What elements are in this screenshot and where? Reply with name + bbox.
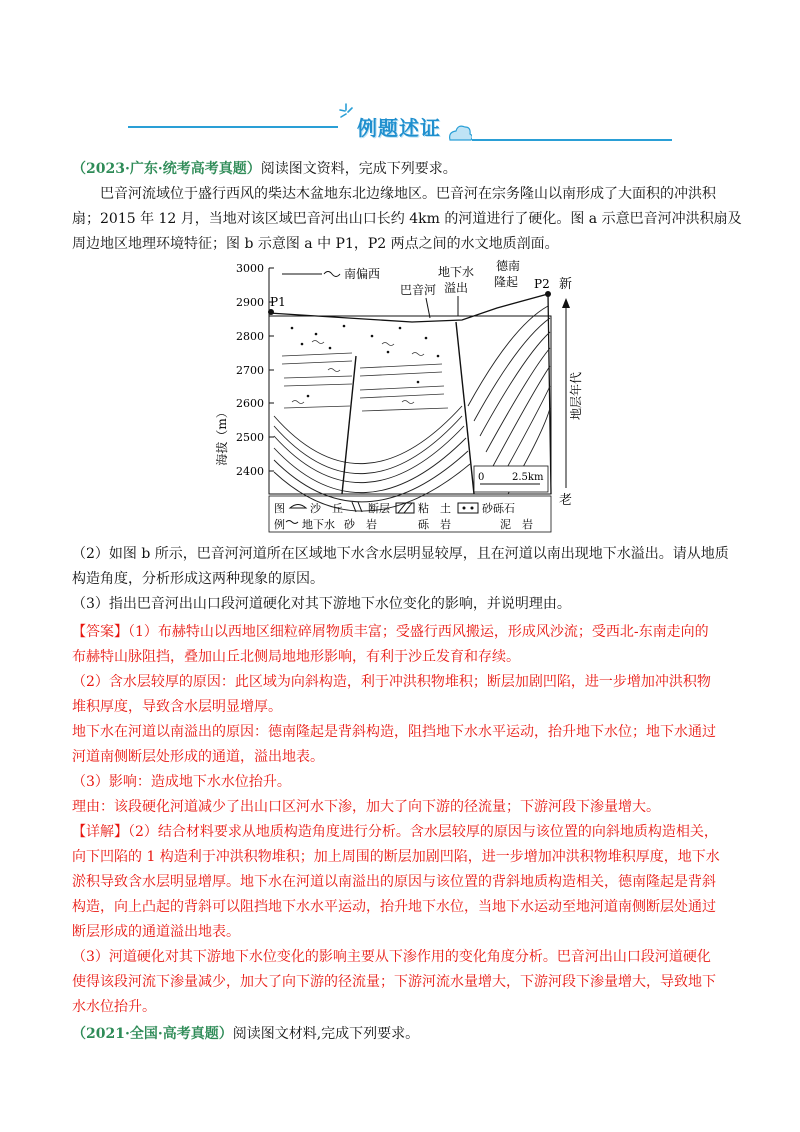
label-age: 地层年代 — [569, 371, 583, 421]
paragraph-line: 周边地区地理环境特征；图 b 示意图 a 中 P1，P2 两点之间的水文地质剖面。 — [72, 236, 559, 252]
y-tick: 2700 — [236, 364, 264, 377]
question-source: （2023·广东·统考高考真题） — [72, 161, 261, 177]
question-intro-line — [72, 157, 457, 181]
next-question-line — [72, 1022, 419, 1046]
paragraph-line: 扇；2015 年 12 月，当地对该区域巴音河出山口长约 4km 的河道进行了硬化。图 a 示意巴音河冲洪积扇及 — [72, 211, 742, 227]
detail-line: 使得该段河流下渗量减少，加大了向下游的径流量；下游河流水量增大，下游河段下渗量增大，导致地下 — [72, 974, 716, 990]
answer-line: 堆积厚度，导致含水层明显增厚。 — [72, 699, 282, 715]
label-bayinhe: 巴音河 — [400, 283, 437, 297]
geologic-cross-section — [212, 256, 600, 536]
question-intro: 阅读图文资料，完成下列要求。 — [260, 161, 457, 177]
header-title: 例题述证 — [357, 116, 441, 140]
next-question-source: （2021·全国·高考真题） — [72, 1026, 233, 1042]
legend-sandstone: 砂 岩 — [344, 518, 377, 531]
scale-zero: 0 — [478, 472, 485, 483]
label-nanpianxi: 南偏西 — [344, 267, 381, 281]
legend-fault: 断层 — [368, 502, 390, 515]
detail-line: 构造，向上凸起的背斜可以阻挡地下水水平运动，抬升地下水位，当地下水运动至地河道南侧断层处通过 — [72, 899, 716, 915]
y-axis-label: 海拔（m） — [215, 406, 229, 466]
detail-line: 断层形成的通道溢出地表。 — [72, 924, 240, 940]
header-line-right — [472, 139, 672, 141]
legend-clay: 粘 土 — [418, 502, 451, 515]
detail-line: 水水位抬升。 — [72, 999, 156, 1015]
sparkle-icon — [340, 104, 352, 117]
legend-mudstone: 泥 岩 — [500, 518, 533, 531]
detail-line — [72, 820, 718, 844]
y-tick: 2900 — [236, 296, 264, 309]
answer-line: （3）影响：造成地下水水位抬升。 — [72, 774, 291, 790]
answer-text: （1）布赫特山以西地区细粒碎屑物质丰富；受盛行西风搬运，形成风沙流；受西北-东南走向的 — [128, 624, 709, 640]
y-tick: 2400 — [236, 465, 264, 478]
next-question-intro: 阅读图文材料,完成下列要求。 — [232, 1026, 420, 1042]
legend-heading: 图 — [274, 502, 285, 515]
answer-line: （2）含水层较厚的原因：此区域为向斜构造，利于冲洪积物堆积；断层加剧凹陷，进一步增加冲洪积物 — [72, 674, 711, 690]
detail-text: （2）结合材料要求从地质构造角度进行分析。含水层较厚的原因与该位置的向斜地质构造相关， — [128, 824, 718, 840]
legend-gravel: 砂砾石 — [482, 502, 515, 515]
y-tick: 3000 — [236, 262, 264, 275]
answer-line: 地下水在河道以南溢出的原因：德南隆起是背斜构造，阻挡地下水水平运动，抬升地下水位；地下水通过 — [72, 724, 716, 740]
subquestion-line: （3）指出巴音河出山口段河道硬化对其下游地下水位变化的影响，并说明理由。 — [72, 596, 571, 612]
label-groundwater-1: 地下水 — [438, 265, 475, 279]
y-tick: 2800 — [236, 330, 264, 343]
y-tick: 2500 — [236, 431, 264, 444]
header-line-left — [128, 126, 338, 128]
label-p2: P2 — [534, 277, 550, 291]
detail-line: 淤积导致含水层明显增厚。地下水在河道以南溢出的原因与该位置的背斜地质构造相关，德南隆起是背斜 — [72, 874, 716, 890]
legend-dune: 沙 丘 — [310, 502, 343, 515]
legend-heading: 例 — [274, 518, 285, 531]
legend-conglomerate: 砾 岩 — [418, 518, 451, 531]
y-tick: 2600 — [236, 397, 264, 410]
detail-tag: 【详解】 — [72, 824, 128, 840]
cloud-icon — [450, 126, 472, 140]
scale-length: 2.5km — [512, 472, 544, 483]
answer-line: 理由：该段硬化河道减少了出山口区河水下渗，加大了向下游的径流量；下游河段下渗量增大。 — [72, 799, 660, 815]
legend-groundwater: 地下水 — [302, 518, 335, 531]
answer-line — [72, 620, 709, 644]
answer-line: 布赫特山脉阻挡，叠加山丘北侧局地地形影响，有利于沙丘发育和存续。 — [72, 649, 520, 665]
answer-tag: 【答案】 — [72, 624, 128, 640]
answer-line: 河道南侧断层处形成的通道，溢出地表。 — [72, 749, 324, 765]
label-groundwater-2: 溢出 — [444, 281, 469, 295]
label-denan-2: 隆起 — [494, 275, 519, 289]
detail-line: 向下凹陷的 1 构造利于冲洪积物堆积；加上周围的断层加剧凹陷，进一步增加冲洪积物堆积厚度，地下水 — [72, 849, 720, 865]
label-p1: P1 — [270, 295, 286, 309]
paragraph-line: 巴音河流域位于盛行西风的柴达木盆地东北边缘地区。巴音河在宗务隆山以南形成了大面积的冲洪积 — [100, 186, 716, 202]
p1-point — [268, 309, 274, 315]
label-new: 新 — [559, 277, 573, 292]
detail-line: （3）河道硬化对其下游地下水位变化的影响主要从下渗作用的变化角度分析。巴音河出山口段河道硬化 — [72, 949, 711, 965]
subquestion-line: （2）如图 b 所示，巴音河河道所在区域地下水含水层明显较厚，且在河道以南出现地下水溢出。请从地质 — [72, 546, 729, 562]
label-denan-1: 德南 — [496, 259, 521, 273]
subquestion-line: 构造角度，分析形成这两种现象的原因。 — [72, 571, 324, 587]
label-old: 老 — [559, 493, 573, 508]
p2-point — [545, 291, 551, 297]
